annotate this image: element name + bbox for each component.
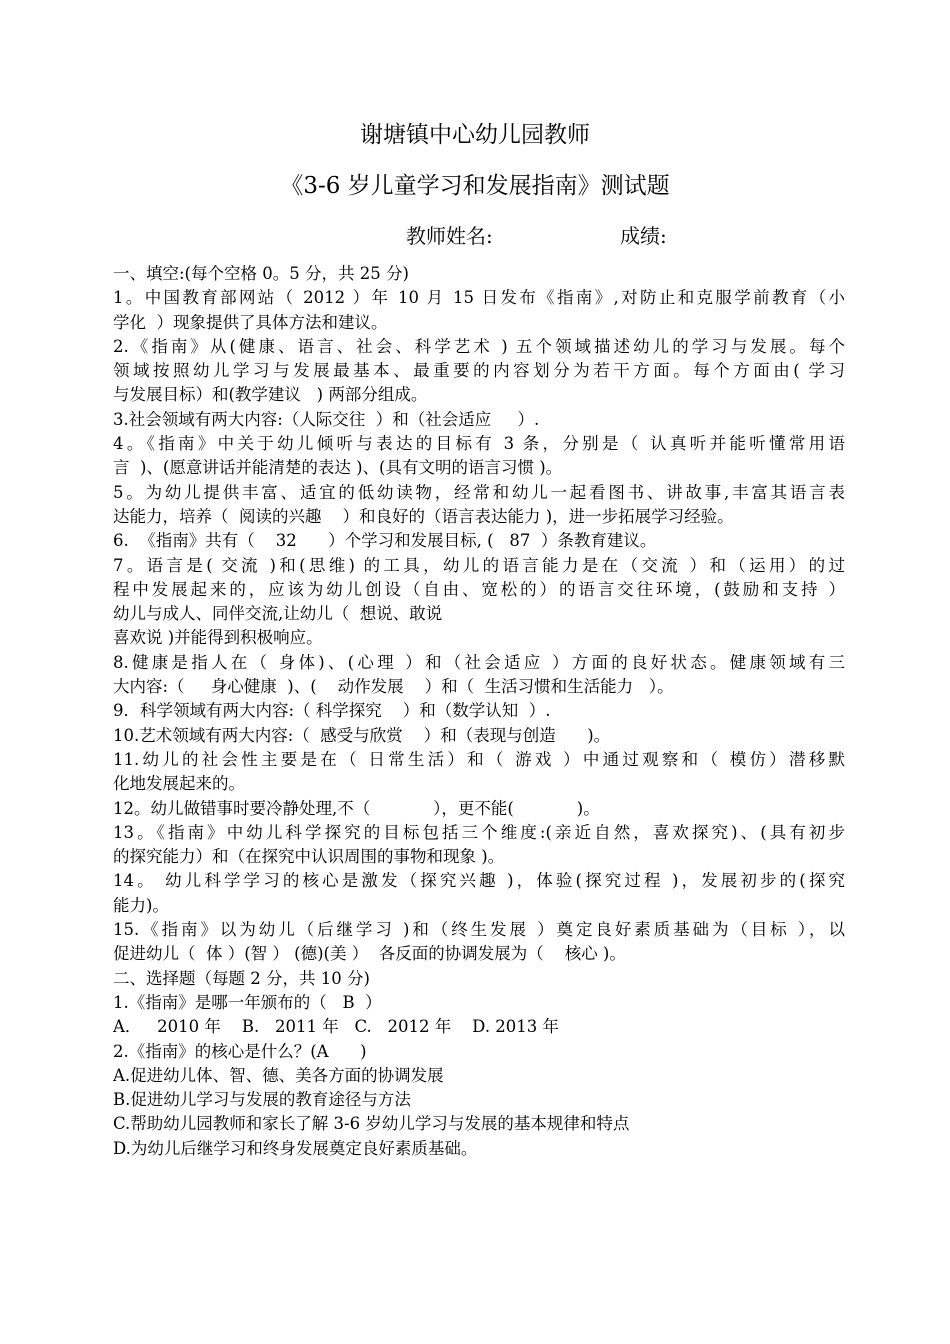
- text-line: 6. 《指南》共有（ 32 ）个学习和发展目标, ( 87 ）条教育建议。: [113, 531, 657, 551]
- text-line: 程中发展起来的，应该为幼儿创设（自由、宽松的）的语言交往环境，(鼓励和支持 ）: [113, 579, 845, 599]
- text-line: 11.幼儿的社会性主要是在（ 日常生活）和（ 游戏 ）中通过观察和（ 模仿）潜移默: [113, 749, 845, 769]
- text-line: 12。幼儿做错事时要冷静处理,不（ ），更不能( )。: [113, 798, 600, 818]
- text-line: 4。《指南》中关于幼儿倾听与表达的目标有 3 条，分别是（ 认真听并能听懂常用语: [113, 434, 845, 454]
- text-line: A． 2010 年 B. 2011 年 C. 2012 年 D. 2013 年: [113, 1017, 560, 1037]
- text-line: 一、填空:(每个空格 0。5 分，共 25 分): [113, 264, 409, 283]
- text-line: 领域按照幼儿学习与发展最基本、最重要的内容划分为若干方面。每个方面由( 学习: [113, 361, 845, 381]
- text-line: C.帮助幼儿园教师和家长了解 3-6 岁幼儿学习与发展的基本规律和特点: [113, 1114, 630, 1134]
- text-line: 10.艺术领域有两大内容:（ 感受与欣赏 ）和（表现与创造 )。: [113, 725, 611, 745]
- text-line: A.促进幼儿体、智、德、美各方面的协调发展: [113, 1065, 444, 1085]
- text-line: 1。中国教育部网站（ 2012 ）年 10 月 15 日发布《指南》,对防止和克服学前教育（小: [113, 288, 845, 308]
- text-line: 能力)。: [113, 895, 169, 915]
- text-line: 2.《指南》从(健康、语言、社会、科学艺术 ) 五个领域描述幼儿的学习与发展。每个: [113, 336, 845, 356]
- text-line: 2.《指南》的核心是什么？(A ): [113, 1041, 367, 1061]
- text-line: 的探究能力）和（在探究中认识周围的事物和现象 )。: [113, 847, 505, 867]
- text-line: 二、选择题（每题 2 分，共 10 分): [113, 968, 370, 988]
- text-line: 达能力，培养（ 阅读的兴趣 ）和良好的（语言表达能力 )，进一步拓展学习经验。: [113, 506, 734, 526]
- text-line: 学化 ）现象提供了具体方法和建议。: [113, 312, 388, 332]
- text-line: D.为幼儿后继学习和终身发展奠定良好素质基础。: [113, 1138, 478, 1158]
- document-title: 谢塘镇中心幼儿园教师: [360, 122, 590, 148]
- text-line: 促进幼儿（ 体 ）(智 ） (德)(美 ） 各反面的协调发展为（ 核心 )。: [113, 944, 626, 964]
- text-line: 8.健康是指人在（ 身体)、(心理 ）和（社会适应 ）方面的良好状态。健康领域有三: [113, 652, 845, 672]
- text-line: 与发展目标）和(教学建议 ) 两部分组成。: [113, 385, 428, 405]
- text-line: 13。《指南》中幼儿科学探究的目标包括三个维度:(亲近自然，喜欢探究)、(具有初步: [113, 822, 845, 842]
- text-line: B.促进幼儿学习与发展的教育途径与方法: [113, 1090, 411, 1110]
- text-line: 5。为幼儿提供丰富、适宜的低幼读物，经常和幼儿一起看图书、讲故事,丰富其语言表: [113, 482, 845, 502]
- text-line: 7。语言是( 交流 )和(思维) 的工具，幼儿的语言能力是在（交流 ）和（运用）的过: [113, 555, 845, 575]
- score-label: 成绩:: [620, 224, 667, 248]
- teacher-name-label: 教师姓名:: [406, 224, 493, 248]
- document-subtitle: 《3-6 岁儿童学习和发展指南》测试题: [280, 173, 670, 199]
- text-line: 9．科学领域有两大内容:（ 科学探究 ）和（数学认知 ）.: [113, 701, 551, 721]
- question-body: [113, 262, 845, 1161]
- text-line: 15.《指南》以为幼儿（后继学习 )和（终生发展 ）奠定良好素质基础为（目标 ），以: [113, 920, 845, 940]
- text-line: 喜欢说 )并能得到积极响应。: [113, 628, 323, 648]
- text-line: 化地发展起来的。: [113, 774, 245, 794]
- text-line: 1.《指南》是哪一年颁布的（ B ）: [113, 992, 382, 1012]
- text-line: 言 )、(愿意讲话并能清楚的表达 )、(具有文明的语言习惯 )。: [113, 458, 563, 478]
- text-line: 大内容:（ 身心健康 )、( 动作发展 ）和（ 生活习惯和生活能力 ）。: [113, 677, 674, 697]
- text-line: 幼儿与成人、同伴交流,让幼儿（ 想说、敢说: [113, 604, 443, 624]
- text-line: 3.社会领域有两大内容:（人际交往 ）和（社会适应 ）.: [113, 409, 540, 429]
- name-score-row: [406, 220, 667, 249]
- text-line: 14。 幼儿科学学习的核心是激发（探究兴趣 )，体验(探究过程 )，发展初步的(探究: [113, 871, 845, 891]
